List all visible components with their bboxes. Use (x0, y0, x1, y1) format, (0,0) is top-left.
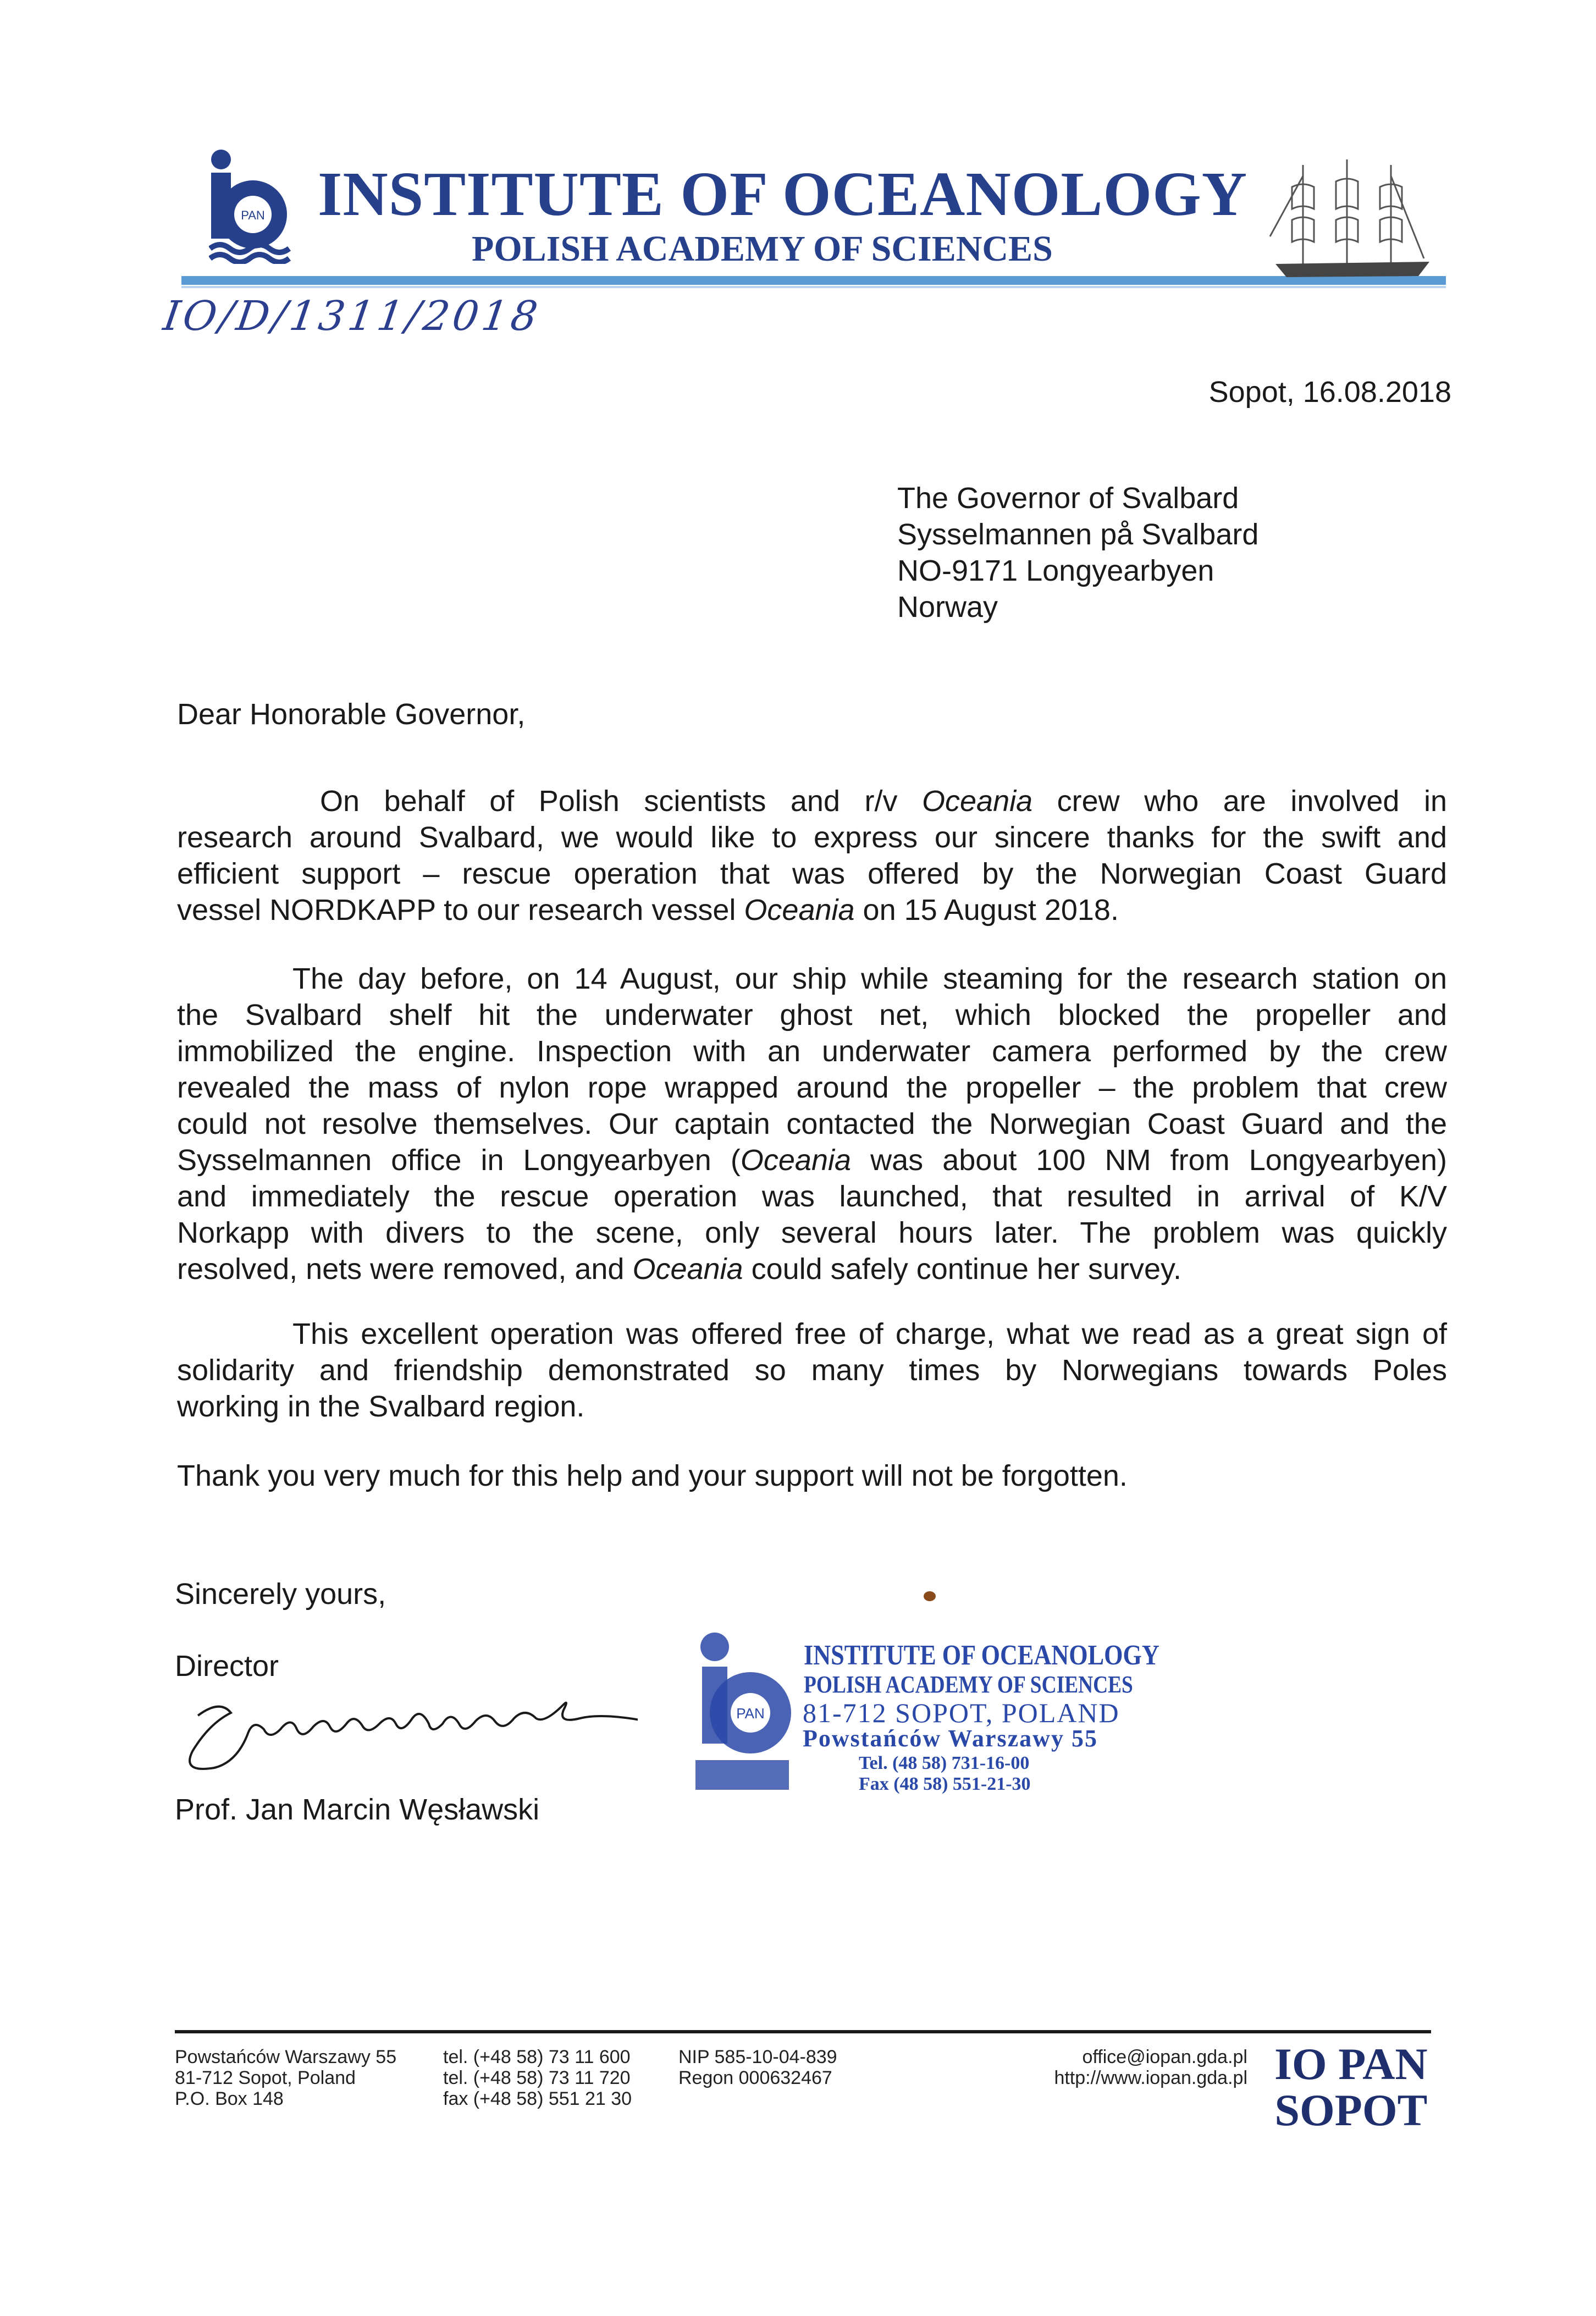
paragraph-line: Norkapp with divers to the scene, only several hours later. The problem was quickly (177, 1216, 1447, 1249)
text-run: vessel NORDKAPP to our research vessel (177, 894, 744, 927)
text-run: could safely continue her survey. (743, 1253, 1182, 1286)
place-date: Sopot, 16.08.2018 (1208, 376, 1451, 409)
paragraph-2 (177, 961, 1447, 1287)
stamp-line: POLISH ACADEMY OF SCIENCES (804, 1671, 1133, 1698)
paragraph-line: and immediately the rescue operation was launched, that resulted in arrival of K/V (177, 1180, 1447, 1213)
text-run: resolved, nets were removed, and (177, 1253, 633, 1286)
footer-logo (1274, 2041, 1428, 2133)
footer-contact (1054, 2047, 1247, 2088)
paragraph-1 (177, 783, 1447, 928)
academy-name: POLISH ACADEMY OF SCIENCES (472, 229, 1053, 269)
footer-line: NIP 585-10-04-839 (678, 2047, 837, 2067)
footer-address (175, 2047, 396, 2109)
recipient-line: Sysselmannen på Svalbard (897, 518, 1259, 551)
recipient-line: NO-9171 Longyearbyen (897, 554, 1214, 587)
stamp-logo-pan-text: PAN (736, 1705, 765, 1722)
footer-line: 81-712 Sopot, Poland (175, 2067, 356, 2088)
institute-logo (209, 148, 291, 264)
footer-line: tel. (+48 58) 73 11 600 (443, 2047, 631, 2067)
header-rule-shadow (181, 286, 1446, 288)
footer-line: Powstańców Warszawy 55 (175, 2047, 397, 2067)
header-rule (181, 276, 1446, 285)
salutation: Dear Honorable Governor, (177, 698, 526, 731)
paragraph-line (177, 1142, 1447, 1178)
stamp-logo (690, 1625, 794, 1795)
recipient-line: Norway (897, 591, 998, 624)
footer-rule (175, 2030, 1431, 2033)
footer-logo-line: IO PAN (1274, 2039, 1428, 2089)
footer-email[interactable]: office@iopan.gda.pl (1082, 2047, 1247, 2067)
footer-line: fax (+48 58) 551 21 30 (443, 2088, 632, 2109)
paragraph-line: working in the Svalbard region. (177, 1390, 585, 1423)
vessel-name: Oceania (632, 1253, 743, 1286)
paragraph-line: the Svalbard shelf hit the underwater ghost net, which blocked the propeller and (177, 999, 1447, 1032)
stamp-line: INSTITUTE OF OCEANOLOGY (804, 1640, 1159, 1671)
stamp-line: 81-712 SOPOT, POLAND (803, 1697, 1120, 1728)
paragraph-line: solidarity and friendship demonstrated so many times by Norwegians towards Poles (177, 1354, 1447, 1387)
paragraph-line: Thank you very much for this help and your support will not be forgotten. (177, 1459, 1128, 1492)
footer-line: Regon 000632467 (678, 2067, 832, 2088)
sailing-ship-icon (1264, 154, 1446, 286)
footer-logo-line: SOPOT (1274, 2085, 1428, 2135)
paragraph-4 (177, 1458, 1447, 1494)
vessel-name: Oceania (740, 1144, 852, 1177)
handwritten-signature (176, 1683, 638, 1776)
text-run: crew who are involved in (1032, 785, 1447, 818)
stamp-line: Fax (48 58) 551-21-30 (859, 1774, 1031, 1794)
stamp-line: Powstańców Warszawy 55 (803, 1725, 1098, 1752)
paragraph-line: research around Svalbard, we would like to express our sincere thanks for the swift and (177, 821, 1447, 854)
paragraph-line (177, 1251, 1447, 1287)
footer-line: tel. (+48 58) 73 11 720 (443, 2067, 631, 2088)
paragraph-line: efficient support – rescue operation that was offered by the Norwegian Coast Guard (177, 857, 1447, 890)
text-run: On behalf of Polish scientists and r/v (320, 785, 923, 818)
closing: Sincerely yours, (175, 1578, 386, 1611)
paragraph-line: could not resolve themselves. Our captain contacted the Norwegian Coast Guard and the (177, 1107, 1447, 1140)
paragraph-line (177, 892, 1447, 928)
paragraph-line: immobilized the engine. Inspection with an underwater camera performed by the crew (177, 1035, 1447, 1068)
recipient-address (897, 480, 1258, 625)
text-run: was about 100 NM from Longyearbyen) (851, 1144, 1448, 1177)
stamp-line: Tel. (48 58) 731-16-00 (859, 1753, 1030, 1773)
paragraph-line (177, 783, 1447, 819)
ink-dot (924, 1591, 936, 1601)
text-run: on 15 August 2018. (854, 894, 1119, 927)
signer-name: Prof. Jan Marcin Węsławski (175, 1793, 540, 1826)
paragraph-3 (177, 1316, 1447, 1425)
vessel-name: Oceania (744, 894, 855, 927)
signer-title: Director (175, 1650, 279, 1683)
paragraph-line: revealed the mass of nylon rope wrapped around the propeller – the problem that crew (177, 1071, 1447, 1104)
footer-website[interactable]: http://www.iopan.gda.pl (1054, 2067, 1247, 2088)
footer-line: P.O. Box 148 (175, 2088, 284, 2109)
handwritten-reference-number: IO/D/1311/2018 (160, 293, 544, 340)
vessel-name: Oceania (922, 785, 1033, 818)
footer-ids (678, 2047, 837, 2088)
institution-name: INSTITUTE OF OCEANOLOGY (318, 159, 1248, 229)
paragraph-line: The day before, on 14 August, our ship while steaming for the research station on (292, 962, 1447, 995)
footer-phones (443, 2047, 632, 2109)
paragraph-line: This excellent operation was offered free of charge, what we read as a great sign of (292, 1317, 1447, 1350)
recipient-line: The Governor of Svalbard (897, 482, 1239, 515)
text-run: Sysselmannen office in Longyearbyen ( (177, 1144, 741, 1177)
logo-pan-text: PAN (241, 208, 265, 222)
